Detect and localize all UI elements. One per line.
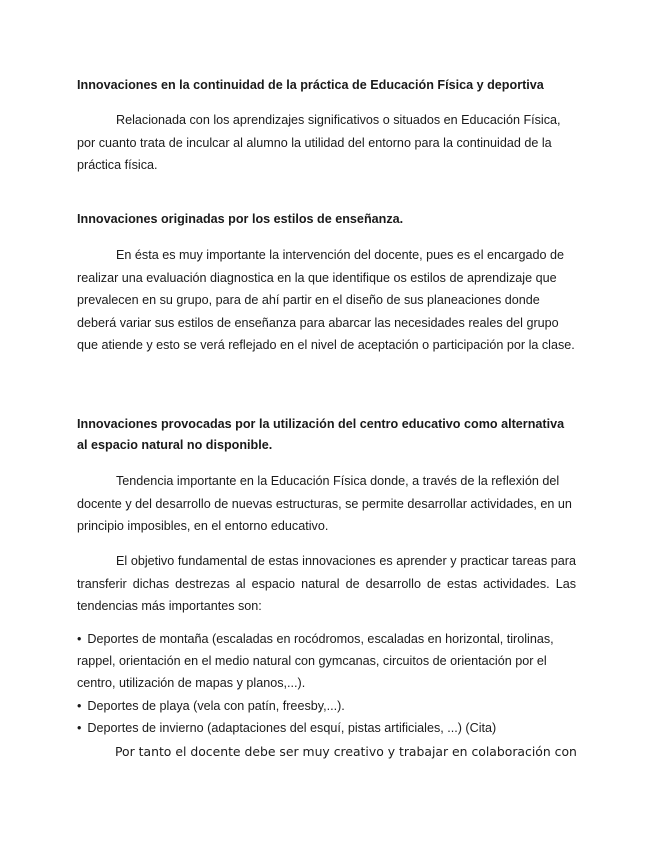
section-paragraph: Tendencia importante en la Educación Física donde, a través de la reflexión del docente y del desarrollo de nuevas estructuras, se permite desarrollar actividades, en un principio imposibles, en el entorno educativo. bbox=[77, 474, 572, 533]
list-item-text: Deportes de invierno (adaptaciones del esquí, pistas artificiales, ...) (Cita) bbox=[87, 721, 497, 735]
section-paragraph: Relacionada con los aprendizajes significativos o situados en Educación Física, por cuanto trata de inculcar al alumno la utilidad del entorno para la continuidad de la práctica física. bbox=[77, 113, 561, 172]
list-item bbox=[77, 717, 576, 739]
section-heading: Innovaciones provocadas por la utilización del centro educativo como alternativa al espacio natural no disponible. bbox=[77, 417, 565, 452]
closing-paragraph: Por tanto el docente debe ser muy creativo y trabajar en colaboración con bbox=[115, 744, 577, 759]
bullet-icon: • bbox=[77, 699, 82, 713]
bullet-icon: • bbox=[77, 721, 82, 735]
list-item-text: Deportes de playa (vela con patín, freesby,...). bbox=[87, 699, 345, 713]
section-heading: Innovaciones en la continuidad de la práctica de Educación Física y deportiva bbox=[77, 78, 544, 92]
section-heading: Innovaciones originadas por los estilos de enseñanza. bbox=[77, 212, 404, 226]
section-paragraph: En ésta es muy importante la intervención del docente, pues es el encargado de realizar una evaluación diagnostica en la que identifique os estilos de aprendizaje que prevalecen en su grupo, para de ahí partir en el diseño de sus planeaciones donde deberá variar sus estilos de enseñanza para abarcar las necesidades reales del grupo que atiende y esto se verá reflejado en el nivel de aceptación o participación por la clase. bbox=[77, 248, 575, 352]
list-item bbox=[77, 695, 576, 717]
section-paragraph: El objetivo fundamental de estas innovaciones es aprender y practicar tareas para transferir dichas destrezas al espacio natural de desarrollo de estas actividades. Las tendencias más importantes son: bbox=[77, 554, 576, 613]
list-item bbox=[77, 628, 576, 694]
list-item-text: Deportes de montaña (escaladas en rocódromos, escaladas en horizontal, tirolinas, rappel, orientación en el medio natural con gymcanas, circuitos de orientación por el centro, utilización de mapas y planos,...). bbox=[77, 632, 554, 690]
bullet-icon: • bbox=[77, 632, 82, 646]
